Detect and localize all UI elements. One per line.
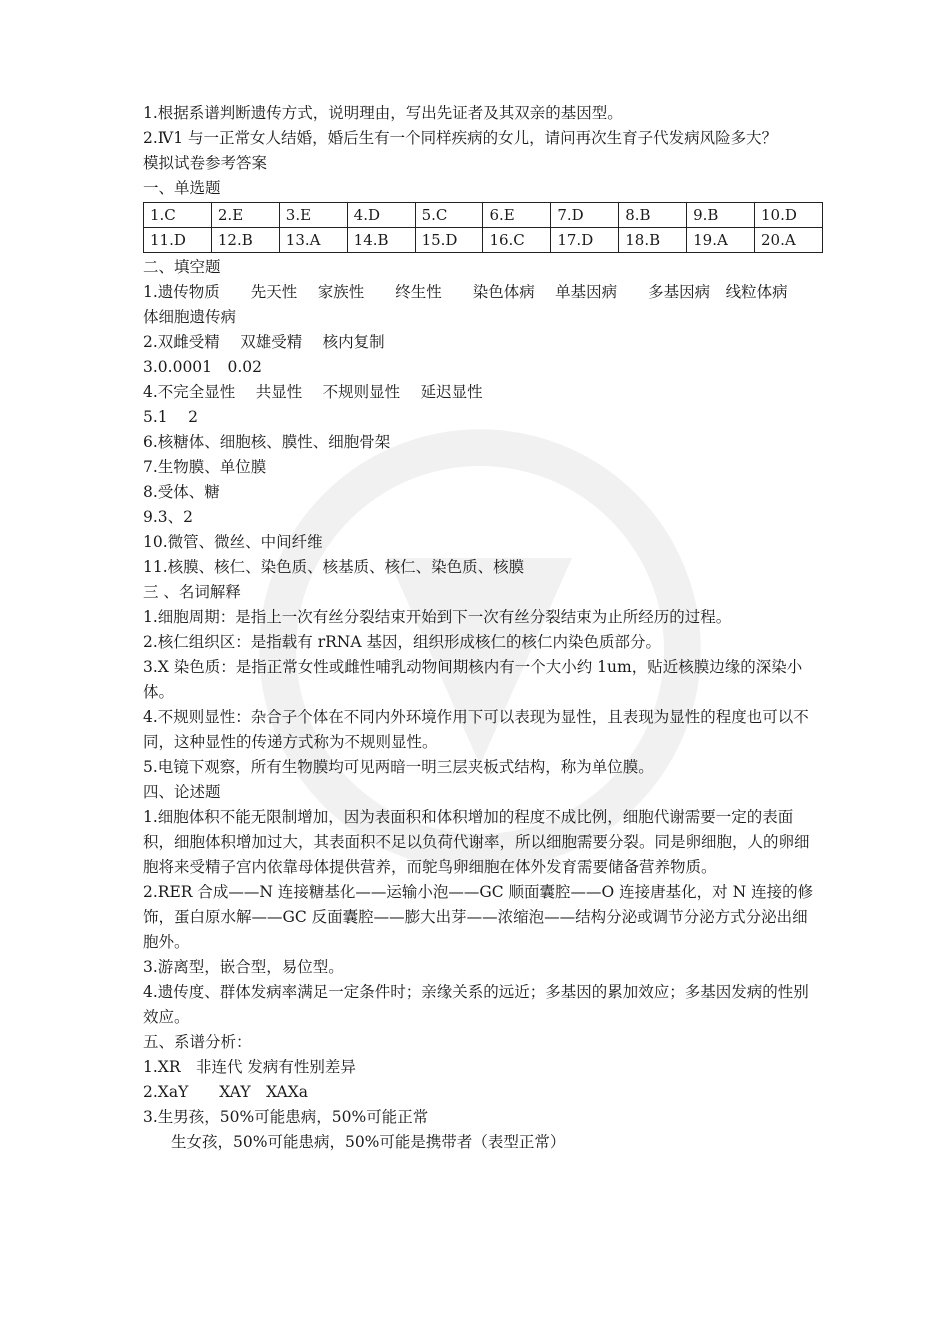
answer-line: 5.电镜下观察，所有生物膜均可见两暗一明三层夹板式结构，称为单位膜。 [143, 758, 654, 776]
answer-line: 1.细胞周期：是指上一次有丝分裂结束开始到下一次有丝分裂结束为止所经历的过程。 [143, 608, 732, 626]
answer-line: 1.细胞体积不能无限制增加，因为表面积和体积增加的程度不成比例，细胞代谢需要一定的表面积，细胞体积增加过大，其表面积不足以负荷代谢率，所以细胞需要分裂。同是卵细胞，人的卵细胞将来受精子宫内依靠母体提供营养，而鸵鸟卵细胞在体外发育需要储备营养物质。 [143, 808, 810, 876]
document-body [143, 101, 815, 1155]
answer-line: 5.1 2 [143, 408, 198, 426]
section-heading-fill-blank: 二、填空题 [143, 258, 221, 276]
answer-line: 2.双雌受精 双雄受精 核内复制 [143, 333, 385, 351]
answer-line: 4.不完全显性 共显性 不规则显性 延迟显性 [143, 383, 483, 401]
section-heading-essay: 四、论述题 [143, 783, 221, 801]
answer-line: 1.遗传物质 先天性 家族性 终生性 染色体病 单基因病 多基因病 线粒体病 体细胞遗传病 [143, 283, 804, 326]
table-cell: 6.E [483, 203, 551, 228]
table-cell: 5.C [415, 203, 483, 228]
answer-line-indented: 生女孩，50%可能患病，50%可能是携带者（表型正常） [171, 1133, 566, 1151]
answer-line: 4.不规则显性：杂合子个体在不同内外环境作用下可以表现为显性，且表现为显性的程度也可以不同，这种显性的传递方式称为不规则显性。 [143, 708, 809, 751]
answer-line: 4.遗传度、群体发病率满足一定条件时；亲缘关系的远近；多基因的累加效应；多基因发病的性别效应。 [143, 983, 809, 1026]
table-cell: 8.B [619, 203, 687, 228]
table-cell: 17.D [551, 228, 619, 253]
answer-table [143, 202, 823, 253]
table-cell: 9.B [687, 203, 755, 228]
answer-line: 1.XR 非连代 发病有性别差异 [143, 1058, 356, 1076]
answer-line: 3.X 染色质：是指正常女性或雌性哺乳动物间期核内有一个大小约 1um，贴近核膜边缘的深染小体。 [143, 658, 803, 701]
answer-line: 6.核糖体、细胞核、膜性、细胞骨架 [143, 433, 391, 451]
table-cell: 2.E [211, 203, 279, 228]
table-cell: 7.D [551, 203, 619, 228]
answer-line: 3.生男孩，50%可能患病，50%可能正常 [143, 1108, 429, 1126]
answer-line: 2.核仁组织区：是指载有 rRNA 基因，组织形成核仁的核仁内染色质部分。 [143, 633, 661, 651]
table-cell: 14.B [347, 228, 415, 253]
doc-title: 模拟试卷参考答案 [143, 154, 268, 172]
answer-line: 8.受体、糖 [143, 483, 220, 501]
question-1: 1.根据系谱判断遗传方式，说明理由，写出先证者及其双亲的基因型。 [143, 104, 623, 122]
table-cell: 10.D [755, 203, 823, 228]
table-cell: 15.D [415, 228, 483, 253]
table-cell: 16.C [483, 228, 551, 253]
section-heading-single-choice: 一、单选题 [143, 179, 221, 197]
table-cell: 4.D [347, 203, 415, 228]
table-row [144, 228, 823, 253]
section-heading-pedigree: 五、系谱分析： [143, 1033, 252, 1051]
answer-line: 2.XaY XAY XAXa [143, 1083, 309, 1101]
answer-line: 3.游离型，嵌合型，易位型。 [143, 958, 344, 976]
question-2: 2.Ⅳ1 与一正常女人结婚，婚后生有一个同样疾病的女儿，请问再次生育子代发病风险多大？ [143, 129, 778, 147]
table-cell: 1.C [144, 203, 212, 228]
table-cell: 13.A [279, 228, 347, 253]
answer-line: 2.RER 合成——N 连接糖基化——运输小泡——GC 顺面囊腔——O 连接唐基化，对 N 连接的修饰，蛋白原水解——GC 反面囊腔——膨大出芽——浓缩泡——结构分泌或调节分泌方式分泌出细胞外。 [143, 883, 814, 951]
answer-line: 10.微管、微丝、中间纤维 [143, 533, 323, 551]
table-cell: 3.E [279, 203, 347, 228]
section-heading-terms: 三 、名词解释 [143, 583, 241, 601]
table-cell: 20.A [755, 228, 823, 253]
table-cell: 19.A [687, 228, 755, 253]
answer-line: 9.3、2 [143, 508, 194, 526]
answer-line: 7.生物膜、单位膜 [143, 458, 267, 476]
answer-line: 3.0.0001 0.02 [143, 358, 263, 376]
answer-line: 11.核膜、核仁、染色质、核基质、核仁、染色质、核膜 [143, 558, 525, 576]
table-cell: 12.B [211, 228, 279, 253]
table-row [144, 203, 823, 228]
table-cell: 11.D [144, 228, 212, 253]
table-cell: 18.B [619, 228, 687, 253]
